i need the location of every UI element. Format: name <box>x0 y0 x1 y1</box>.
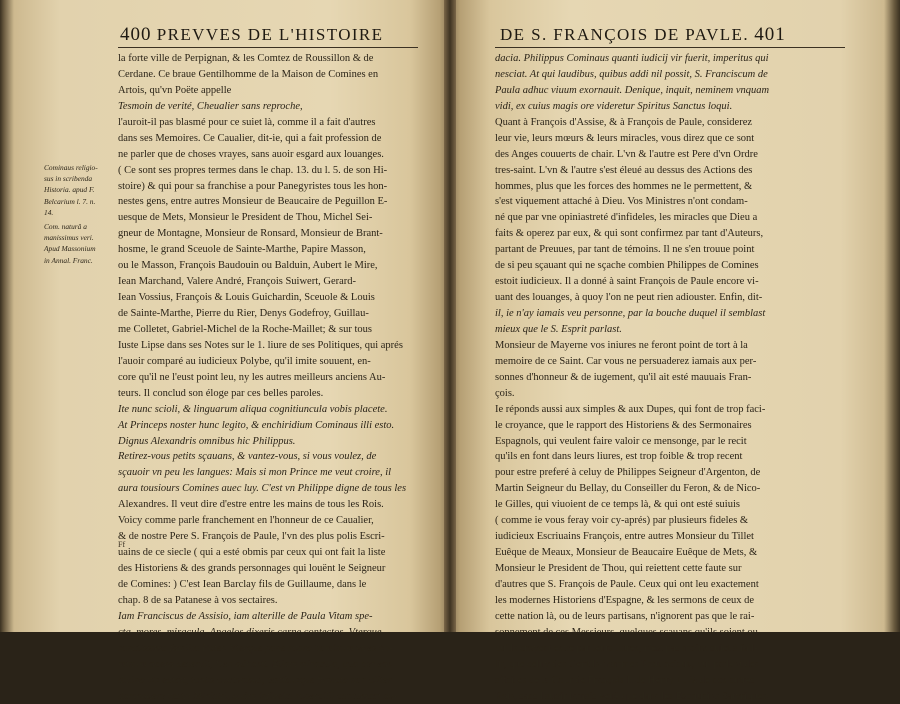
text-line: core qu'il ne l'eust point leu, ny les autres meilleurs anciens Au- <box>118 370 418 386</box>
margin-note-line: Historia. apud F. <box>44 184 118 195</box>
text-line: gneur de Montagne, Monsieur de Ronsard, Monsieur de Brant- <box>118 226 418 242</box>
left-margin-notes <box>44 162 118 266</box>
text-line: le Gilles, qui viuoient de ce temps là, & qui ont esté suiuis <box>495 497 847 513</box>
text-line: Monsieur le President de Thou, qui reiettent cette faute sur <box>495 561 847 577</box>
text-line: l'auoir comparé au iudicieux Polybe, qu'il imite souuent, en- <box>118 354 418 370</box>
right-head-rule <box>495 47 845 48</box>
text-line: Paula adhuc viuum exornauit. Denique, inquit, neminem vnquam <box>495 83 847 99</box>
text-line: Martin Seigneur du Bellay, du Conseiller du Feron, & de Nico- <box>495 481 847 497</box>
text-line: diuina vis edidit, tantis auctoribus, testibusque firmata non aliter <box>118 673 418 689</box>
text-line: la forte ville de Perpignan, & les Comtez de Roussillon & de <box>118 51 418 67</box>
text-line: qu'ils en font dans leurs liures, est trop foible & trop recent <box>495 449 847 465</box>
text-line: sonnes d'honneur & de iugement, qu'il ait esté mauuais Fran- <box>495 370 847 386</box>
text-line: me Colletet, Gabriel-Michel de la Roche-Maillet; & sur tous <box>118 322 418 338</box>
right-folio: 401 <box>754 24 786 45</box>
text-line: Euêque de Meaux, Monsieur de Beaucaire Euêque de Mets, & <box>495 545 847 561</box>
text-line: tres-saint. L'vn & l'autre s'est éleué au dessus des Actions des <box>495 163 847 179</box>
text-line: faits & operez par eux, & qui sont confirmez par tant d'Auteurs, <box>495 226 847 242</box>
text-line: de si peu sçauant qui ne sçache combien Philippes de Comines <box>495 258 847 274</box>
text-line: cta, mores, miracula, Angelos dixeris carne contectos. Vterque <box>118 625 418 641</box>
left-head-rule <box>118 47 418 48</box>
text-line: iudicieux Escriuains François, entre autres Monsieur du Tillet <box>495 529 847 545</box>
text-line: ( comme ie vous feray voir cy-aprés) par plusieurs fideles & <box>495 513 847 529</box>
text-line: des Anges couuerts de chair. L'vn & l'autre est Pere d'vn Ordre <box>495 147 847 163</box>
text-line: Rois, sans l'auoir iamais veuë que dans les Escriuains Satyriques. <box>495 689 847 704</box>
text-line: sonnement de ces Messieurs, quelques sçauans qu'ils soient ou <box>495 625 847 641</box>
text-line: Monsieur de Mayerne vos iniures ne feront point de tort à la <box>495 338 847 354</box>
book-gutter <box>444 0 456 632</box>
margin-note-line: Apud Massonium <box>44 243 118 254</box>
text-line: nesciat. At qui laudibus, quibus addi nil possit, S. Franciscum de <box>495 67 847 83</box>
text-line: sanctissima familia Pater. Vterque pane supra hominum vires ho- <box>118 641 418 657</box>
text-line: Voicy comme parle franchement en l'honneur de ce Caualier, <box>118 513 418 529</box>
text-line: ou le Masson, François Baudouin ou Balduin, Aubert le Mire, <box>118 258 418 274</box>
text-line: lir, que celuy des Gentils-hommes Prouinciaux, qui parlent des <box>495 657 847 673</box>
text-line: Cerdane. Ce braue Gentilhomme de la Maison de Comines en <box>118 67 418 83</box>
text-line: At Princeps noster hunc legito, & enchiridium Cominaus illi esto. <box>118 418 418 434</box>
text-line: chap. 8 de sa Patanese à vos sectaires. <box>118 593 418 609</box>
text-line: il, ie n'ay iamais veu personne, par la bouche duquel il semblast <box>495 306 847 322</box>
text-line: Iean Marchand, Valere André, François Suiwert, Gerard- <box>118 274 418 290</box>
left-page <box>0 0 450 632</box>
margin-note-line: in Annal. Franc. <box>44 255 118 266</box>
text-line: qu'ils croyent estre par leurs liures, n'est pas moins suiet à fail- <box>495 641 847 657</box>
text-line: Artois, qu'vn Poëte appelle <box>118 83 418 99</box>
text-line: uesque de Mets, Monsieur le President de Thou, Michel Sei- <box>118 210 418 226</box>
left-title: PREVVES DE L'HISTOIRE <box>157 25 384 44</box>
text-line: de Sainte-Marthe, Pierre du Rier, Denys Godefroy, Guillau- <box>118 306 418 322</box>
left-body-text <box>118 51 418 704</box>
text-line: né que par vne opiniastreté d'infideles, les miracles que Dieu a <box>495 210 847 226</box>
text-line: estoit iudicieux. Il a donné à saint François de Paule encore vi- <box>495 274 847 290</box>
text-line: teurs. Il conclud son éloge par ces belles paroles. <box>118 386 418 402</box>
text-line: partant de Preuues, par tant de témoins. Il ne s'en trouue point <box>495 242 847 258</box>
signature-mark: Ff <box>118 540 125 549</box>
text-line: hosme, le grand Sceuole de Sainte-Marthe, Papire Masson, <box>118 242 418 258</box>
margin-note-line: Belcarium l. 7. n. <box>44 196 118 207</box>
text-line: Ite nunc scioli, & linguarum aliqua cognitiuncula vobis placete. <box>118 402 418 418</box>
margin-note-line: Cominaus religio- <box>44 162 118 173</box>
text-line: damnauere vestri Ministri, quàm infidelis supercilij contumaci au- <box>118 689 418 704</box>
text-line: Dignus Alexandris omnibus hic Philippus. <box>118 434 418 450</box>
text-line: dacia. Philippus Cominaus quanti iudicij vir fuerit, imperitus qui <box>495 51 847 67</box>
text-line: d'autres que S. François de Paule. Ceux qui ont leu exactement <box>495 577 847 593</box>
margin-note-line: manissimus veri. <box>44 232 118 243</box>
right-running-head <box>500 24 850 46</box>
text-line: Tesmoin de verité, Cheualier sans reproche, <box>118 99 418 115</box>
text-line: & de nostre Pere S. François de Paule, l'vn des plus polis Escri- <box>118 529 418 545</box>
left-folio: 400 <box>120 24 152 45</box>
right-body-text <box>495 51 847 704</box>
text-line: vidi, ex cuius magis ore videretur Spiritus Sanctus loqui. <box>495 99 847 115</box>
text-line: ( Ce sont ses propres termes dans le chap. 13. du l. 5. de son Hi- <box>118 163 418 179</box>
text-line: s'est viquement attaché à Dieu. Vos Ministres n'ont condam- <box>495 194 847 210</box>
text-line: mieux que le S. Esprit parlast. <box>495 322 847 338</box>
text-line: Quant à François d'Assise, & à François de Paule, considerez <box>495 115 847 131</box>
text-line: nestes gens, entre autres Monsieur de Beaucaire de Peguillon E- <box>118 194 418 210</box>
text-line: le croyance, que le rapport des Historiens & des Sermonaires <box>495 418 847 434</box>
text-line: de Comines: ) C'est Iean Barclay fils de Guillaume, dans le <box>118 577 418 593</box>
text-line: des Historiens & des grands personnages qui louënt le Seigneur <box>118 561 418 577</box>
text-line: Iean Vossius, François & Louis Guichardin, Sceuole & Louis <box>118 290 418 306</box>
text-line: pour estre preferé à celuy de Philippes Seigneur d'Argenton, de <box>495 465 847 481</box>
text-line: sçauoir vn peu les langues: Mais si mon Prince me veut croire, il <box>118 465 418 481</box>
text-line: l'auroit-il pas blasmé pour ce suiet là, comme il a fait d'autres <box>118 115 418 131</box>
text-line: Espagnols, qui veulent faire valoir ce mensonge, par le recit <box>495 434 847 450</box>
text-line: uains de ce siecle ( qui a esté obmis par ceux qui ont fait la liste <box>118 545 418 561</box>
text-line: çois. <box>495 386 847 402</box>
text-line: ne parler que de choses vrayes, sans auoir esgard aux louanges. <box>118 147 418 163</box>
text-line: Alexandres. Il veut dire d'estre entre les mains de tous les Rois. <box>118 497 418 513</box>
text-line: minum opera deseruit, Deo adhasit. Etiam miracula, qua per eos <box>118 657 418 673</box>
text-line: leur vie, leurs mœurs & leurs miracles, vous direz que ce sont <box>495 131 847 147</box>
text-line: uant des louanges, à quoy l'on ne peut rien adiouster. Enfin, dit- <box>495 290 847 306</box>
right-page <box>450 0 900 632</box>
text-line: Ie réponds aussi aux simples & aux Dupes, qui font de trop faci- <box>495 402 847 418</box>
text-line: cette nation là, ou de leurs partisans, n'ignorent pas que le rai- <box>495 609 847 625</box>
margin-note-line: Com. naturâ a <box>44 221 118 232</box>
text-line: Iuste Lipse dans ses Notes sur le 1. liure de ses Politiques, qui aprés <box>118 338 418 354</box>
margin-note-line: sus in scribenda <box>44 173 118 184</box>
margin-note-line: 14. <box>44 207 118 218</box>
right-title: DE S. FRANÇOIS DE PAVLE. <box>500 25 749 44</box>
text-line: Iam Franciscus de Assisio, iam alterille de Paula Vitam spe- <box>118 609 418 625</box>
text-line: affaires de la Cour de François I. de Henry II. & de nos autres <box>495 673 847 689</box>
text-line: dans ses Memoires. Ce Caualier, dit-ie, qui a fait profession de <box>118 131 418 147</box>
text-line: stoire) & qui pour sa franchise a pour Panegyristes tous les hon- <box>118 179 418 195</box>
text-line: memoire de ce Saint. Car vous ne persuaderez iamais aux per- <box>495 354 847 370</box>
text-line: hommes, plus que les forces des hommes ne le permettent, & <box>495 179 847 195</box>
text-line: Retirez-vous petits sçauans, & vantez-vous, si vous voulez, de <box>118 449 418 465</box>
text-line: aura tousiours Comines auec luy. C'est vn Philippe digne de tous les <box>118 481 418 497</box>
left-running-head <box>120 24 420 46</box>
text-line: les modernes Historiens d'Espagne, & les sermons de ceux de <box>495 593 847 609</box>
